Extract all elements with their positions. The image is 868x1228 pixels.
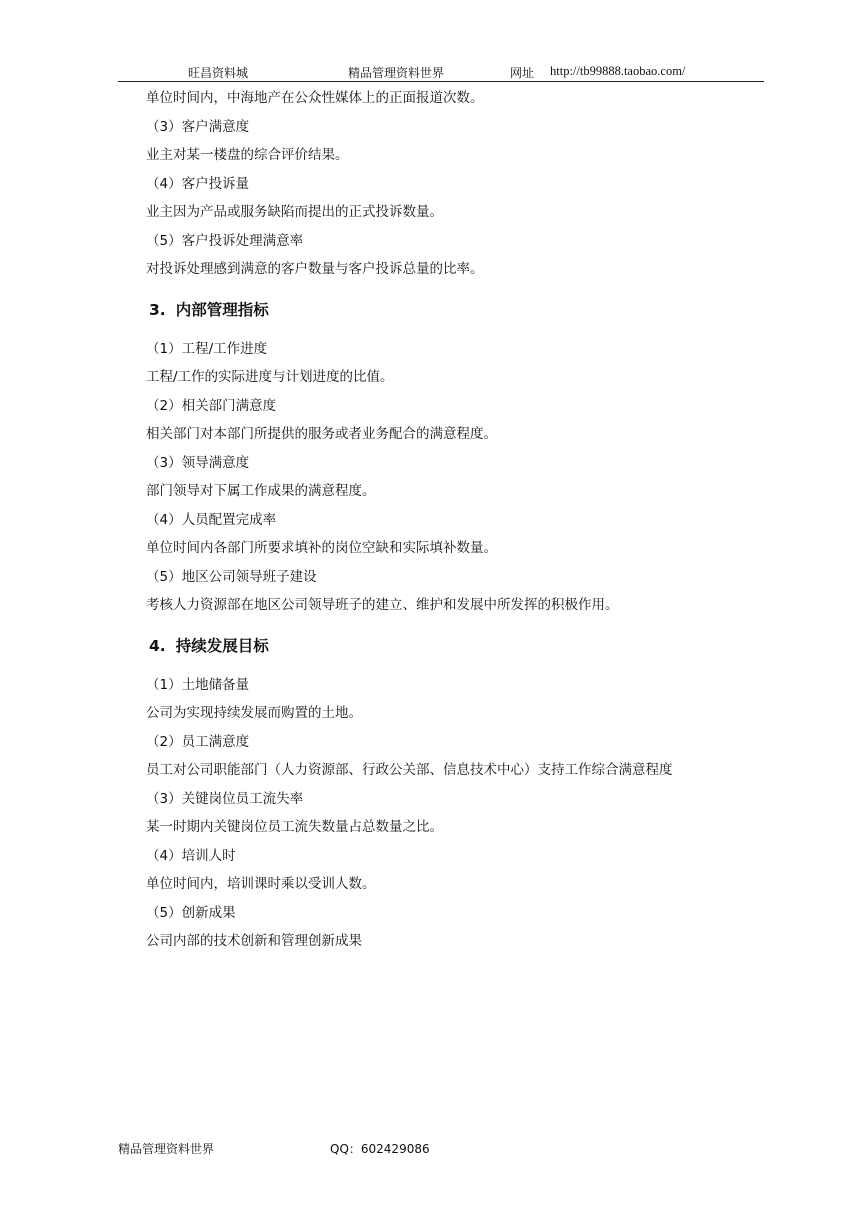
footer-site-name: 精品管理资料世界 (118, 1142, 215, 1156)
item-title: （1）工程/工作进度 (146, 340, 268, 357)
section-number: 4. (149, 636, 166, 655)
header-url-label: 网址 (510, 66, 535, 80)
item-title: （2）相关部门满意度 (146, 397, 277, 414)
item-title: （2）员工满意度 (146, 733, 250, 750)
item-description: 单位时间内，培训课时乘以受训人数。 (146, 876, 376, 892)
item-title: （3）领导满意度 (146, 454, 250, 471)
item-description: 公司为实现持续发展而购置的土地。 (146, 705, 362, 721)
item-title: （5）创新成果 (146, 904, 236, 921)
item-description: 某一时期内关键岗位员工流失数量占总数量之比。 (146, 819, 443, 835)
section-title: 持续发展目标 (175, 636, 269, 655)
item-title: （1）土地储备量 (146, 676, 250, 693)
footer-qq-contact: QQ：602429086 (330, 1142, 430, 1156)
section-heading-internal-management (146, 294, 786, 327)
item-title: （5）地区公司领导班子建设 (146, 568, 317, 585)
item-title: （3）关键岗位员工流失率 (146, 790, 304, 807)
paragraph: 单位时间内，中海地产在公众性媒体上的正面报道次数。 (146, 90, 484, 106)
header-shop-name: 旺昌资料城 (188, 66, 249, 80)
item-title: （4）客户投诉量 (146, 175, 250, 192)
item-description: 员工对公司职能部门（人力资源部、行政公关部、信息技术中心）支持工作综合满意程度 (146, 762, 673, 778)
item-description: 业主因为产品或服务缺陷而提出的正式投诉数量。 (146, 204, 443, 220)
document-body (146, 84, 786, 956)
item-description: 业主对某一楼盘的综合评价结果。 (146, 147, 349, 163)
item-description: 考核人力资源部在地区公司领导班子的建立、维护和发展中所发挥的积极作用。 (146, 597, 619, 613)
item-description: 单位时间内各部门所要求填补的岗位空缺和实际填补数量。 (146, 540, 497, 556)
item-title: （5）客户投诉处理满意率 (146, 232, 304, 249)
item-title: （3）客户满意度 (146, 118, 250, 135)
section-heading-sustainable-development (146, 630, 786, 663)
item-description: 部门领导对下属工作成果的满意程度。 (146, 483, 376, 499)
header-site-name: 精品管理资料世界 (348, 66, 445, 80)
header-url-link[interactable]: http://tb99888.taobao.com/ (550, 64, 686, 78)
page-header (118, 62, 764, 82)
item-title: （4）培训人时 (146, 847, 236, 864)
item-description: 工程/工作的实际进度与计划进度的比值。 (146, 369, 394, 385)
item-description: 对投诉处理感到满意的客户数量与客户投诉总量的比率。 (146, 261, 484, 277)
item-description: 相关部门对本部门所提供的服务或者业务配合的满意程度。 (146, 426, 497, 442)
item-description: 公司内部的技术创新和管理创新成果 (146, 933, 362, 949)
section-number: 3. (149, 300, 166, 319)
section-title: 内部管理指标 (175, 300, 269, 319)
header-divider (118, 81, 764, 82)
item-title: （4）人员配置完成率 (146, 511, 277, 528)
